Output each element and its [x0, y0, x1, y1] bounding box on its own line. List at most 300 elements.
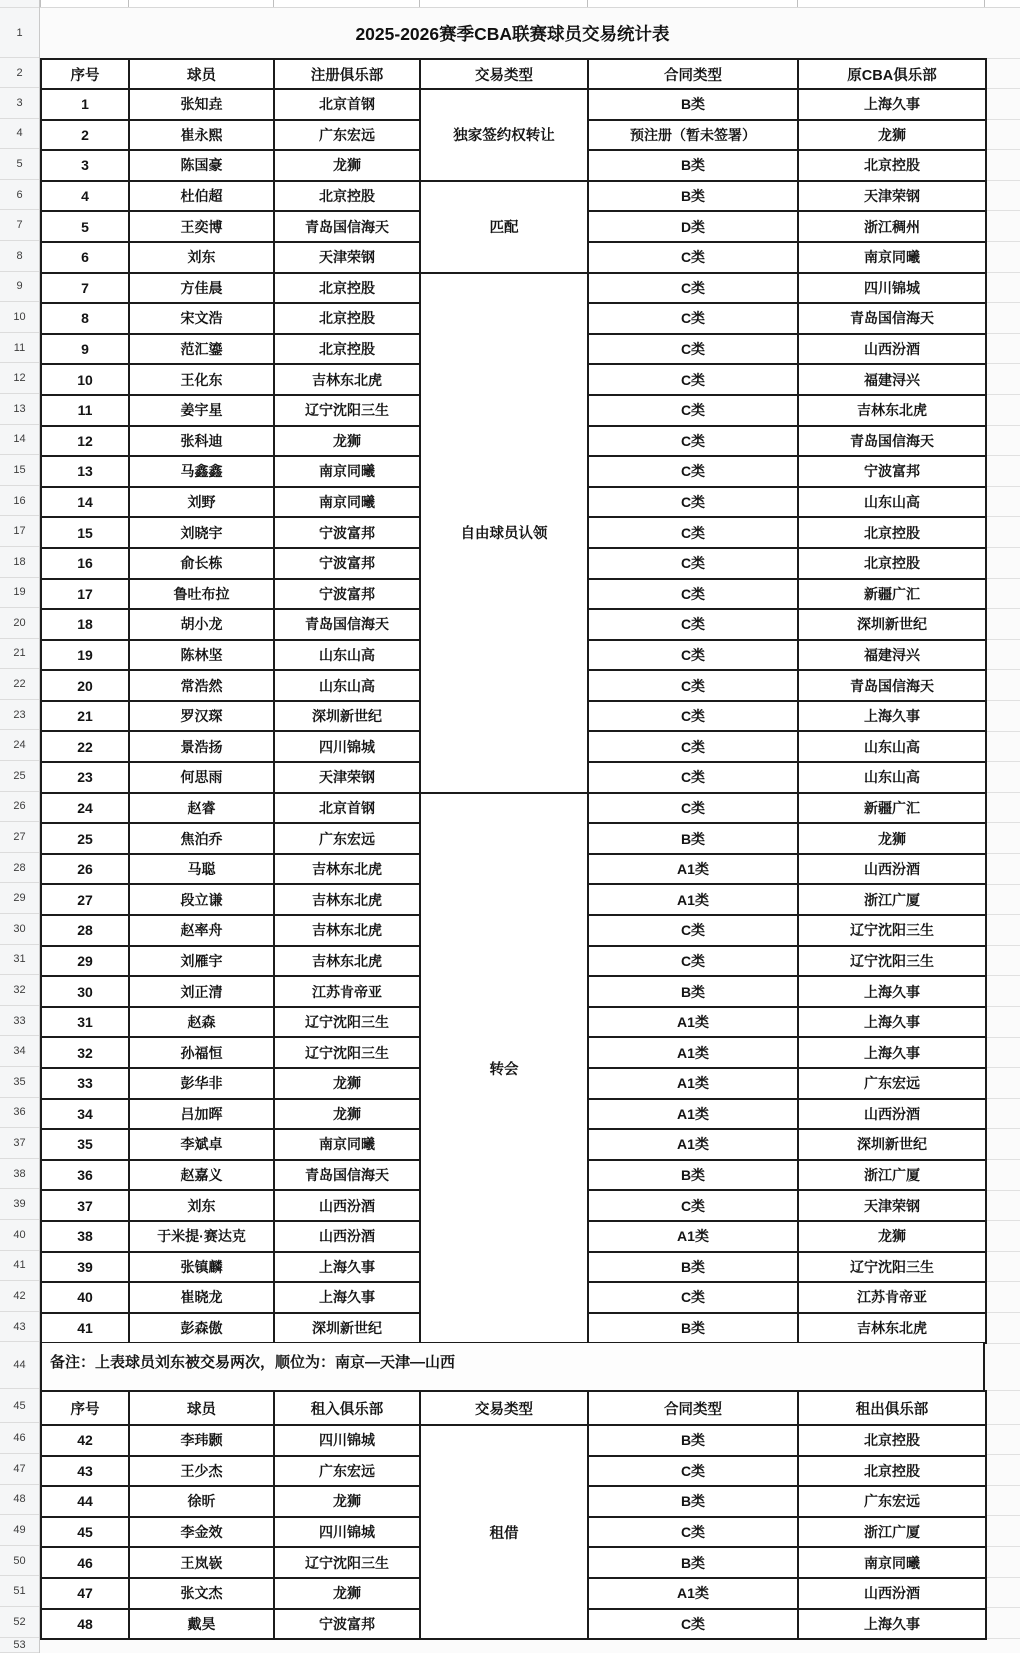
player-cell: 宋文浩: [129, 303, 274, 334]
row-number: 35: [0, 1067, 39, 1098]
serial-cell: 22: [41, 731, 129, 762]
header-registered-club: 注册俱乐部: [274, 59, 420, 89]
player-cell: 刘野: [129, 487, 274, 518]
contract-type-cell: A1类: [588, 884, 798, 915]
contract-type-cell: A1类: [588, 1007, 798, 1038]
club-cell: 吉林东北虎: [274, 884, 420, 915]
row-number: 16: [0, 486, 39, 517]
row-number: 34: [0, 1036, 39, 1067]
row-number: 9: [0, 272, 39, 303]
serial-cell: 31: [41, 1007, 129, 1038]
row-number: 1: [0, 8, 39, 58]
row-number: 32: [0, 975, 39, 1006]
row-number: 21: [0, 639, 39, 670]
player-cell: 刘正清: [129, 976, 274, 1007]
club-cell: 天津荣钢: [274, 762, 420, 793]
origin-club-cell: 福建浔兴: [798, 640, 986, 671]
serial-cell: 13: [41, 456, 129, 487]
header-contract-type: 合同类型: [588, 1391, 798, 1425]
contract-type-cell: B类: [588, 1486, 798, 1517]
row-number: 11: [0, 333, 39, 364]
contract-type-cell: B类: [588, 89, 798, 120]
serial-cell: 48: [41, 1609, 129, 1640]
player-cell: 戴昊: [129, 1609, 274, 1640]
serial-cell: 46: [41, 1547, 129, 1578]
origin-club-cell: 青岛国信海天: [798, 670, 986, 701]
contract-type-cell: B类: [588, 1160, 798, 1191]
player-cell: 刘东: [129, 1190, 274, 1221]
contract-type-cell: A1类: [588, 1221, 798, 1252]
row-number: 5: [0, 149, 39, 180]
row-number: 27: [0, 822, 39, 853]
contract-type-cell: C类: [588, 609, 798, 640]
player-cell: 崔永熙: [129, 120, 274, 151]
row-number: 14: [0, 425, 39, 456]
row-number: 3: [0, 88, 39, 119]
row-number: 41: [0, 1251, 39, 1282]
serial-cell: 45: [41, 1517, 129, 1548]
row-number: 44: [0, 1342, 39, 1389]
player-cell: 李玮颢: [129, 1425, 274, 1456]
club-cell: 深圳新世纪: [274, 701, 420, 732]
row-number: 17: [0, 516, 39, 547]
serial-cell: 19: [41, 640, 129, 671]
player-cell: 王化东: [129, 364, 274, 395]
serial-cell: 2: [41, 120, 129, 151]
contract-type-cell: C类: [588, 273, 798, 304]
player-cell: 鲁吐布拉: [129, 579, 274, 610]
table-header-row: [41, 59, 986, 89]
club-cell: 四川锦城: [274, 1425, 420, 1456]
club-cell: 吉林东北虎: [274, 946, 420, 977]
header-contract-type: 合同类型: [588, 59, 798, 89]
player-cell: 焦泊乔: [129, 823, 274, 854]
club-cell: 北京控股: [274, 334, 420, 365]
serial-cell: 6: [41, 242, 129, 273]
row-number: 43: [0, 1312, 39, 1343]
contract-type-cell: B类: [588, 976, 798, 1007]
player-cell: 王奕博: [129, 211, 274, 242]
contract-type-cell: C类: [588, 640, 798, 671]
club-cell: 青岛国信海天: [274, 1160, 420, 1191]
contract-type-cell: C类: [588, 762, 798, 793]
trade-type-cell: 独家签约权转让: [420, 89, 588, 181]
row-number: 2: [0, 58, 39, 88]
player-cell: 何思雨: [129, 762, 274, 793]
club-cell: 上海久事: [274, 1252, 420, 1283]
origin-club-cell: 浙江广厦: [798, 884, 986, 915]
club-cell: 广东宏远: [274, 1456, 420, 1487]
origin-club-cell: 辽宁沈阳三生: [798, 1252, 986, 1283]
serial-cell: 18: [41, 609, 129, 640]
player-cell: 赵睿: [129, 793, 274, 824]
header-lease-out-club: 租出俱乐部: [798, 1391, 986, 1425]
club-cell: 龙狮: [274, 150, 420, 181]
player-cell: 刘雁宇: [129, 946, 274, 977]
row-number: 37: [0, 1128, 39, 1159]
trade-type-cell: 转会: [420, 793, 588, 1344]
trade-type-cell: 匹配: [420, 181, 588, 273]
origin-club-cell: 南京同曦: [798, 242, 986, 273]
row-number: 52: [0, 1607, 39, 1638]
serial-cell: 32: [41, 1037, 129, 1068]
row-number-partial: [0, 0, 39, 8]
club-cell: 山西汾酒: [274, 1190, 420, 1221]
serial-cell: 17: [41, 579, 129, 610]
header-lease-in-club: 租入俱乐部: [274, 1391, 420, 1425]
contract-type-cell: B类: [588, 181, 798, 212]
header-player: 球员: [129, 1391, 274, 1425]
row-number: 36: [0, 1098, 39, 1129]
origin-club-cell: 吉林东北虎: [798, 395, 986, 426]
row-number: 31: [0, 945, 39, 976]
row-number: 49: [0, 1515, 39, 1546]
serial-cell: 33: [41, 1068, 129, 1099]
club-cell: 龙狮: [274, 1068, 420, 1099]
table-row: [41, 1425, 986, 1456]
club-cell: 上海久事: [274, 1282, 420, 1313]
club-cell: 吉林东北虎: [274, 854, 420, 885]
serial-cell: 8: [41, 303, 129, 334]
row-number: 6: [0, 180, 39, 211]
club-cell: 北京控股: [274, 181, 420, 212]
serial-cell: 25: [41, 823, 129, 854]
origin-club-cell: 山东山高: [798, 487, 986, 518]
contract-type-cell: C类: [588, 1609, 798, 1640]
player-cell: 赵森: [129, 1007, 274, 1038]
origin-club-cell: 深圳新世纪: [798, 1129, 986, 1160]
serial-cell: 44: [41, 1486, 129, 1517]
contract-type-cell: C类: [588, 487, 798, 518]
contract-type-cell: C类: [588, 303, 798, 334]
row-number: 4: [0, 119, 39, 150]
serial-cell: 40: [41, 1282, 129, 1313]
origin-club-cell: 广东宏远: [798, 1068, 986, 1099]
origin-club-cell: 上海久事: [798, 1609, 986, 1640]
row-number: 18: [0, 547, 39, 578]
club-cell: 龙狮: [274, 1486, 420, 1517]
player-cell: 崔晓龙: [129, 1282, 274, 1313]
serial-cell: 41: [41, 1313, 129, 1344]
player-cell: 赵嘉义: [129, 1160, 274, 1191]
serial-cell: 26: [41, 854, 129, 885]
origin-club-cell: 宁波富邦: [798, 456, 986, 487]
contract-type-cell: A1类: [588, 1099, 798, 1130]
row-number: 23: [0, 700, 39, 731]
club-cell: 山东山高: [274, 670, 420, 701]
contract-type-cell: C类: [588, 242, 798, 273]
origin-club-cell: 广东宏远: [798, 1486, 986, 1517]
player-cell: 景浩扬: [129, 731, 274, 762]
origin-club-cell: 上海久事: [798, 1037, 986, 1068]
player-cell: 马鑫鑫: [129, 456, 274, 487]
row-number: 19: [0, 578, 39, 609]
origin-club-cell: 江苏肯帝亚: [798, 1282, 986, 1313]
serial-cell: 36: [41, 1160, 129, 1191]
table-row: [41, 89, 986, 120]
origin-club-cell: 北京控股: [798, 150, 986, 181]
contract-type-cell: B类: [588, 1252, 798, 1283]
origin-club-cell: 天津荣钢: [798, 181, 986, 212]
contract-type-cell: C类: [588, 334, 798, 365]
serial-cell: 16: [41, 548, 129, 579]
header-origin-club: 原CBA俱乐部: [798, 59, 986, 89]
serial-cell: 24: [41, 793, 129, 824]
origin-club-cell: 浙江广厦: [798, 1517, 986, 1548]
contract-type-cell: C类: [588, 946, 798, 977]
player-cell: 范汇鎏: [129, 334, 274, 365]
origin-club-cell: 山西汾酒: [798, 854, 986, 885]
header-serial: 序号: [41, 1391, 129, 1425]
serial-cell: 7: [41, 273, 129, 304]
player-cell: 李金效: [129, 1517, 274, 1548]
player-cell: 姜宇星: [129, 395, 274, 426]
row-number: 28: [0, 853, 39, 884]
serial-cell: 30: [41, 976, 129, 1007]
serial-cell: 38: [41, 1221, 129, 1252]
contract-type-cell: B类: [588, 1313, 798, 1344]
club-cell: 青岛国信海天: [274, 211, 420, 242]
row-number: 40: [0, 1220, 39, 1251]
player-cell: 孙福恒: [129, 1037, 274, 1068]
serial-cell: 35: [41, 1129, 129, 1160]
origin-club-cell: 北京控股: [798, 517, 986, 548]
player-cell: 张文杰: [129, 1578, 274, 1609]
row-number: 12: [0, 363, 39, 394]
player-cell: 彭森傲: [129, 1313, 274, 1344]
origin-club-cell: 辽宁沈阳三生: [798, 946, 986, 977]
club-cell: 四川锦城: [274, 731, 420, 762]
origin-club-cell: 龙狮: [798, 823, 986, 854]
player-cell: 常浩然: [129, 670, 274, 701]
contract-type-cell: B类: [588, 1425, 798, 1456]
serial-cell: 23: [41, 762, 129, 793]
player-cell: 赵率舟: [129, 915, 274, 946]
origin-club-cell: 新疆广汇: [798, 793, 986, 824]
serial-cell: 14: [41, 487, 129, 518]
club-cell: 北京控股: [274, 273, 420, 304]
contract-type-cell: A1类: [588, 1129, 798, 1160]
row-number: 47: [0, 1454, 39, 1485]
origin-club-cell: 南京同曦: [798, 1547, 986, 1578]
contract-type-cell: A1类: [588, 854, 798, 885]
player-cell: 陈林坚: [129, 640, 274, 671]
row-number: 22: [0, 669, 39, 700]
club-cell: 南京同曦: [274, 456, 420, 487]
contract-type-cell: A1类: [588, 1578, 798, 1609]
origin-club-cell: 山西汾酒: [798, 334, 986, 365]
club-cell: 山东山高: [274, 640, 420, 671]
loan-table: [40, 1390, 987, 1640]
origin-club-cell: 上海久事: [798, 976, 986, 1007]
partial-top-row: [40, 0, 1020, 8]
player-cell: 张知垚: [129, 89, 274, 120]
row-number: 53: [0, 1638, 39, 1653]
origin-club-cell: 青岛国信海天: [798, 303, 986, 334]
club-cell: 辽宁沈阳三生: [274, 1007, 420, 1038]
origin-club-cell: 浙江广厦: [798, 1160, 986, 1191]
club-cell: 吉林东北虎: [274, 364, 420, 395]
grid-sliver: [987, 0, 1020, 1653]
contract-type-cell: C类: [588, 915, 798, 946]
origin-club-cell: 吉林东北虎: [798, 1313, 986, 1344]
origin-club-cell: 山西汾酒: [798, 1099, 986, 1130]
club-cell: 龙狮: [274, 426, 420, 457]
player-cell: 张镇麟: [129, 1252, 274, 1283]
origin-club-cell: 龙狮: [798, 120, 986, 151]
origin-club-cell: 青岛国信海天: [798, 426, 986, 457]
serial-cell: 27: [41, 884, 129, 915]
contract-type-cell: C类: [588, 793, 798, 824]
header-trade-type: 交易类型: [420, 59, 588, 89]
player-cell: 吕加晖: [129, 1099, 274, 1130]
origin-club-cell: 北京控股: [798, 1456, 986, 1487]
player-cell: 于米提·赛达克: [129, 1221, 274, 1252]
serial-cell: 34: [41, 1099, 129, 1130]
serial-cell: 11: [41, 395, 129, 426]
origin-club-cell: 辽宁沈阳三生: [798, 915, 986, 946]
header-serial: 序号: [41, 59, 129, 89]
club-cell: 四川锦城: [274, 1517, 420, 1548]
origin-club-cell: 山东山高: [798, 762, 986, 793]
row-number: 51: [0, 1576, 39, 1607]
player-cell: 彭华非: [129, 1068, 274, 1099]
contract-type-cell: C类: [588, 395, 798, 426]
contract-type-cell: D类: [588, 211, 798, 242]
contract-type-cell: C类: [588, 517, 798, 548]
club-cell: 广东宏远: [274, 120, 420, 151]
row-number: 42: [0, 1281, 39, 1312]
contract-type-cell: C类: [588, 579, 798, 610]
contract-type-cell: C类: [588, 548, 798, 579]
row-number: 38: [0, 1159, 39, 1190]
origin-club-cell: 山东山高: [798, 731, 986, 762]
row-number: 45: [0, 1389, 39, 1423]
club-cell: 北京首钢: [274, 793, 420, 824]
player-cell: 马聪: [129, 854, 274, 885]
contract-type-cell: B类: [588, 823, 798, 854]
origin-club-cell: 北京控股: [798, 1425, 986, 1456]
contract-type-cell: C类: [588, 701, 798, 732]
row-number: 46: [0, 1423, 39, 1454]
row-number: 20: [0, 608, 39, 639]
contract-type-cell: C类: [588, 456, 798, 487]
player-cell: 张科迪: [129, 426, 274, 457]
trade-table: [40, 58, 987, 1344]
club-cell: 龙狮: [274, 1578, 420, 1609]
row-number: 48: [0, 1485, 39, 1516]
player-cell: 刘晓宇: [129, 517, 274, 548]
origin-club-cell: 福建浔兴: [798, 364, 986, 395]
club-cell: 吉林东北虎: [274, 915, 420, 946]
origin-club-cell: 天津荣钢: [798, 1190, 986, 1221]
origin-club-cell: 浙江稠州: [798, 211, 986, 242]
player-cell: 王少杰: [129, 1456, 274, 1487]
club-cell: 宁波富邦: [274, 548, 420, 579]
contract-type-cell: B类: [588, 1547, 798, 1578]
club-cell: 江苏肯帝亚: [274, 976, 420, 1007]
origin-club-cell: 新疆广汇: [798, 579, 986, 610]
contract-type-cell: C类: [588, 426, 798, 457]
row-number: 7: [0, 210, 39, 241]
serial-cell: 1: [41, 89, 129, 120]
origin-club-cell: 上海久事: [798, 1007, 986, 1038]
row-number: 29: [0, 883, 39, 914]
page-title: 2025-2026赛季CBA联赛球员交易统计表: [355, 23, 670, 44]
serial-cell: 47: [41, 1578, 129, 1609]
serial-cell: 42: [41, 1425, 129, 1456]
table-row: [41, 181, 986, 212]
row-number: 25: [0, 761, 39, 792]
contract-type-cell: C类: [588, 1190, 798, 1221]
contract-type-cell: C类: [588, 1456, 798, 1487]
row-number: 8: [0, 241, 39, 272]
club-cell: 宁波富邦: [274, 517, 420, 548]
club-cell: 天津荣钢: [274, 242, 420, 273]
player-cell: 刘东: [129, 242, 274, 273]
row-gutter: [0, 0, 40, 1653]
player-cell: 方佳晨: [129, 273, 274, 304]
contract-type-cell: C类: [588, 1282, 798, 1313]
club-cell: 北京首钢: [274, 89, 420, 120]
contract-type-cell: C类: [588, 731, 798, 762]
row-number: 50: [0, 1546, 39, 1577]
table-header-row: [41, 1391, 986, 1425]
row-number: 13: [0, 394, 39, 425]
serial-cell: 43: [41, 1456, 129, 1487]
origin-club-cell: 龙狮: [798, 1221, 986, 1252]
player-cell: 李斌卓: [129, 1129, 274, 1160]
header-trade-type: 交易类型: [420, 1391, 588, 1425]
player-cell: 徐昕: [129, 1486, 274, 1517]
origin-club-cell: 北京控股: [798, 548, 986, 579]
player-cell: 王岚嵚: [129, 1547, 274, 1578]
club-cell: 青岛国信海天: [274, 609, 420, 640]
contract-type-cell: C类: [588, 670, 798, 701]
contract-type-cell: B类: [588, 150, 798, 181]
club-cell: 广东宏远: [274, 823, 420, 854]
player-cell: 胡小龙: [129, 609, 274, 640]
contract-type-cell: C类: [588, 364, 798, 395]
origin-club-cell: 四川锦城: [798, 273, 986, 304]
remark-row: 备注：上表球员刘东被交易两次，顺位为：南京—天津—山西: [40, 1343, 985, 1390]
origin-club-cell: 深圳新世纪: [798, 609, 986, 640]
club-cell: 宁波富邦: [274, 1609, 420, 1640]
row-number: 15: [0, 455, 39, 486]
row-number: 39: [0, 1189, 39, 1220]
club-cell: 龙狮: [274, 1099, 420, 1130]
player-cell: 陈国豪: [129, 150, 274, 181]
player-cell: 俞长栋: [129, 548, 274, 579]
header-player: 球员: [129, 59, 274, 89]
table-row: [41, 273, 986, 304]
origin-club-cell: 上海久事: [798, 701, 986, 732]
table-row: [41, 793, 986, 824]
club-cell: 南京同曦: [274, 1129, 420, 1160]
contract-type-cell: C类: [588, 1517, 798, 1548]
row-number: 24: [0, 730, 39, 761]
row-number: 30: [0, 914, 39, 945]
contract-type-cell: A1类: [588, 1037, 798, 1068]
contract-type-cell: A1类: [588, 1068, 798, 1099]
player-cell: 罗汉琛: [129, 701, 274, 732]
serial-cell: 15: [41, 517, 129, 548]
serial-cell: 5: [41, 211, 129, 242]
serial-cell: 21: [41, 701, 129, 732]
serial-cell: 39: [41, 1252, 129, 1283]
club-cell: 深圳新世纪: [274, 1313, 420, 1344]
serial-cell: 12: [41, 426, 129, 457]
